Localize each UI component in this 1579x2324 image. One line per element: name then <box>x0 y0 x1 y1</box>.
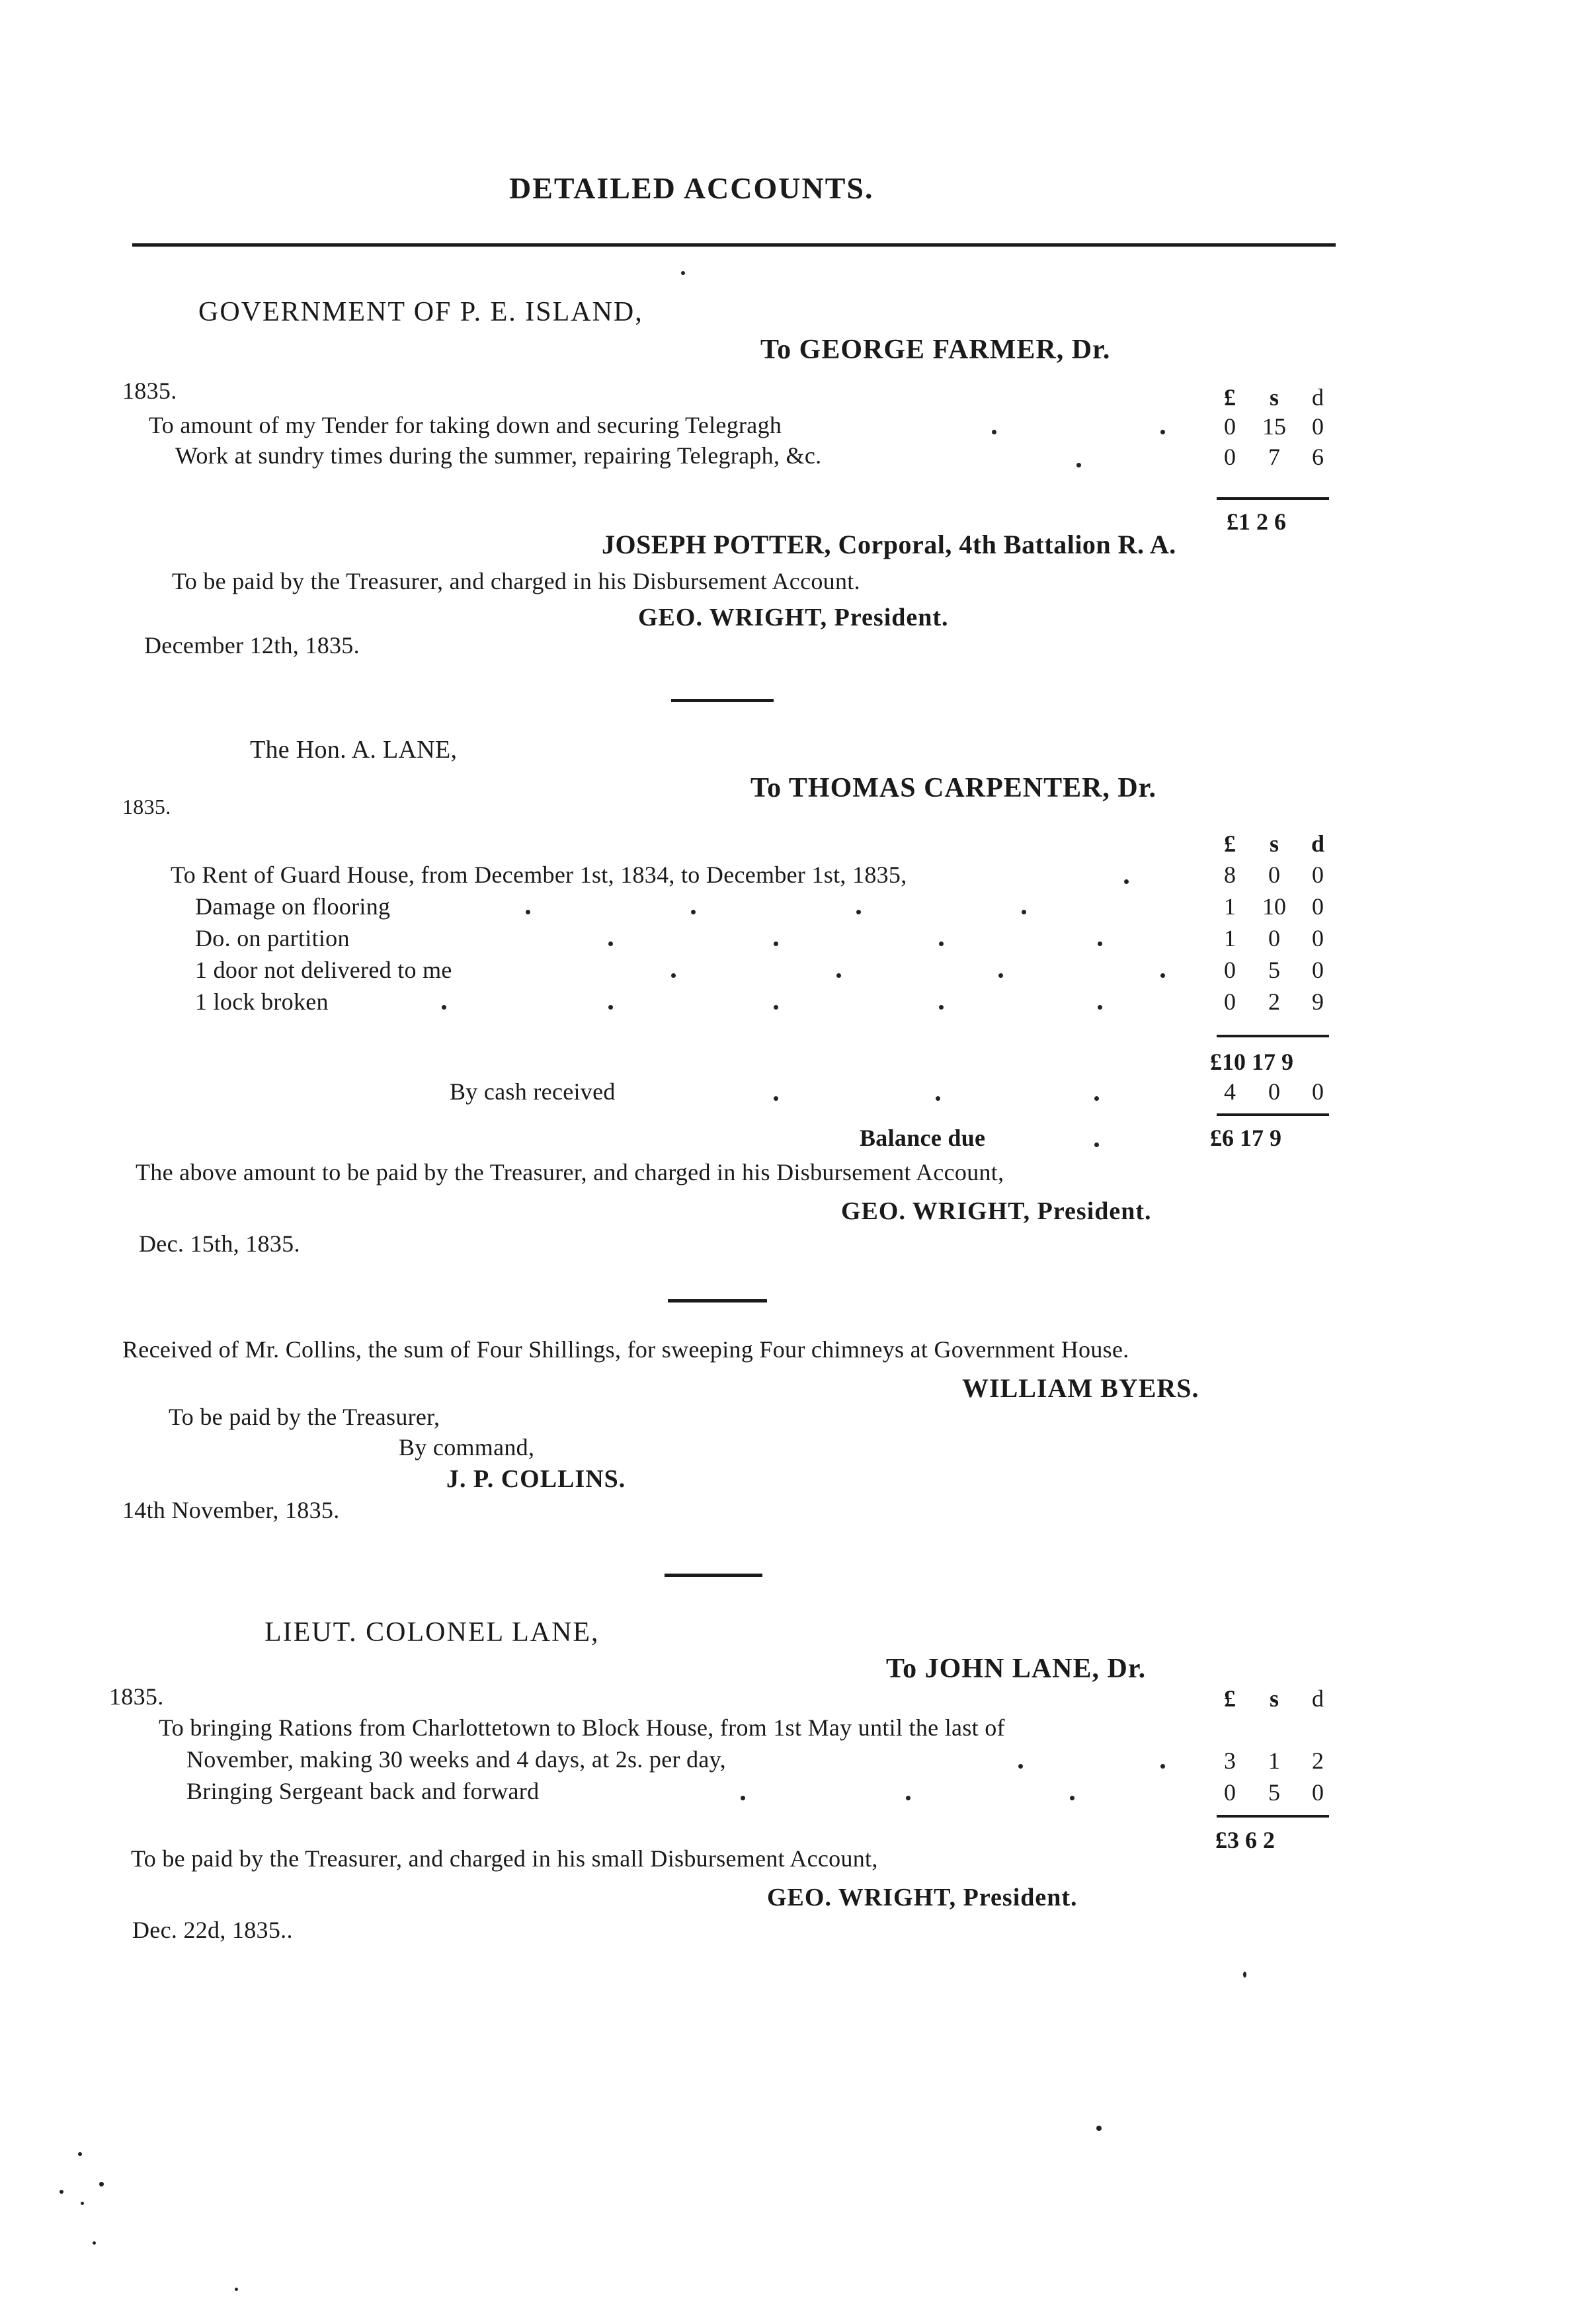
title-rule <box>132 243 1336 247</box>
cash-label: By cash received <box>450 1078 616 1105</box>
item-pence: 9 <box>1312 988 1324 1015</box>
leader-dot <box>1160 1764 1165 1769</box>
leader-dot <box>998 973 1003 978</box>
item-pence: 0 <box>1312 893 1324 920</box>
print-speck <box>1096 2126 1102 2131</box>
pence-header: d <box>1312 1685 1324 1712</box>
item-pounds: 8 <box>1224 861 1236 888</box>
item-shillings: 15 <box>1262 413 1286 440</box>
date: Dec. 22d, 1835.. <box>132 1917 293 1943</box>
cash-shillings: 0 <box>1268 1078 1280 1105</box>
leader-dot <box>836 973 841 978</box>
leader-dot <box>608 1005 613 1010</box>
debtor: The Hon. A. LANE, <box>250 736 458 764</box>
leader-dot <box>1022 910 1026 914</box>
section-rule <box>668 1299 767 1302</box>
date: December 12th, 1835. <box>144 632 360 659</box>
page-title: DETAILED ACCOUNTS. <box>509 171 874 205</box>
sum-rule <box>1217 1035 1329 1037</box>
year: 1835. <box>122 795 171 819</box>
item-shillings: 5 <box>1268 1779 1280 1806</box>
president-signature: GEO. WRIGHT, President. <box>638 604 949 631</box>
leader-dot <box>906 1796 911 1800</box>
item-shillings: 2 <box>1268 988 1280 1015</box>
item-pence: 0 <box>1312 957 1324 983</box>
shilling-header: s <box>1269 1685 1279 1712</box>
print-speck <box>235 2288 238 2291</box>
item-intro: To bringing Rations from Charlottetown to Block House, from 1st May until the last of <box>159 1714 1005 1741</box>
signer: WILLIAM BYERS. <box>962 1373 1199 1403</box>
item-pounds: 0 <box>1224 1779 1236 1806</box>
item-shillings: 10 <box>1262 893 1286 920</box>
sum-rule <box>1217 497 1329 500</box>
leader-dot <box>936 1096 940 1101</box>
leader-dot <box>1094 1096 1099 1101</box>
payment-order: To be paid by the Treasurer, <box>169 1404 440 1430</box>
item-pence: 6 <box>1312 444 1324 470</box>
item-pounds: 0 <box>1224 444 1236 470</box>
item-shillings: 0 <box>1268 925 1280 951</box>
total: £3 6 2 <box>1215 1827 1275 1853</box>
sum-rule <box>1217 1113 1329 1116</box>
item-pence: 0 <box>1312 1779 1324 1806</box>
print-speck <box>1243 1972 1246 1978</box>
print-speck <box>81 2202 84 2205</box>
item-text: 1 lock broken <box>195 988 329 1015</box>
item-shillings: 0 <box>1268 861 1280 888</box>
section-rule <box>665 1574 762 1577</box>
item-text: To Rent of Guard House, from December 1st, 1834, to December 1st, 1835, <box>171 861 907 888</box>
subtotal: £10 17 9 <box>1210 1049 1293 1075</box>
pence-header: d <box>1311 830 1325 857</box>
leader-dot <box>1098 1005 1102 1010</box>
item-pounds: 1 <box>1224 893 1236 920</box>
item-pence: 0 <box>1312 413 1324 440</box>
print-speck <box>681 271 685 275</box>
leader-dot <box>992 430 996 434</box>
item-pence: 2 <box>1312 1747 1324 1774</box>
debtor: GOVERNMENT OF P. E. ISLAND, <box>198 297 643 327</box>
print-speck <box>78 2152 82 2156</box>
leader-dot <box>1018 1764 1023 1769</box>
leader-dot <box>1098 942 1102 946</box>
date: Dec. 15th, 1835. <box>139 1230 300 1257</box>
item-shillings: 5 <box>1268 957 1280 983</box>
total: £1 2 6 <box>1227 508 1286 535</box>
leader-dot <box>526 910 530 914</box>
print-speck <box>60 2190 63 2194</box>
leader-dot <box>442 1005 446 1010</box>
payment-order: The above amount to be paid by the Treasurer, and charged in his Disbursement Account, <box>136 1159 1004 1185</box>
sum-rule <box>1217 1815 1329 1818</box>
leader-dot <box>1094 1142 1099 1147</box>
leader-dot <box>939 1005 944 1010</box>
item-text: To amount of my Tender for taking down and securing Telegragh <box>149 412 782 438</box>
item-pounds: 0 <box>1224 957 1236 983</box>
leader-dot <box>1160 430 1165 434</box>
pound-header: £ <box>1224 384 1236 411</box>
leader-dot <box>608 942 613 946</box>
receipt-text: Received of Mr. Collins, the sum of Four Shillings, for sweeping Four chimneys at Government House. <box>122 1336 1129 1363</box>
cash-pounds: 4 <box>1224 1078 1236 1105</box>
pound-header: £ <box>1224 830 1236 857</box>
item-text: 1 door not delivered to me <box>195 957 452 983</box>
pence-header: d <box>1312 384 1324 411</box>
shilling-header: s <box>1269 830 1279 857</box>
item-pence: 0 <box>1312 925 1324 951</box>
date: 14th November, 1835. <box>122 1497 340 1523</box>
year: 1835. <box>109 1683 164 1710</box>
year: 1835. <box>122 378 177 404</box>
creditor: To GEORGE FARMER, Dr. <box>760 335 1111 365</box>
president-signature: GEO. WRIGHT, President. <box>767 1884 1078 1911</box>
item-text: Work at sundry times during the summer, repairing Telegraph, &c. <box>175 442 822 469</box>
item-pounds: 3 <box>1224 1747 1236 1774</box>
payment-order: To be paid by the Treasurer, and charged in his small Disbursement Account, <box>131 1845 878 1872</box>
leader-dot <box>774 1096 778 1101</box>
item-pounds: 0 <box>1224 988 1236 1015</box>
leader-dot <box>939 942 944 946</box>
leader-dot <box>1070 1796 1074 1800</box>
leader-dot <box>856 910 861 914</box>
signer: JOSEPH POTTER, Corporal, 4th Battalion R. A. <box>602 530 1176 559</box>
creditor: To THOMAS CARPENTER, Dr. <box>750 773 1157 803</box>
leader-dot <box>671 973 676 978</box>
pound-header: £ <box>1224 1685 1236 1712</box>
item-text: Bringing Sergeant back and forward <box>186 1778 540 1804</box>
item-text: Do. on partition <box>195 925 350 951</box>
leader-dot <box>774 1005 778 1010</box>
leader-dot <box>741 1796 745 1800</box>
item-text: Damage on flooring <box>195 893 391 920</box>
debtor: LIEUT. COLONEL LANE, <box>264 1617 600 1648</box>
print-speck <box>93 2241 96 2245</box>
balance: £6 17 9 <box>1210 1125 1281 1151</box>
officer-signature: J. P. COLLINS. <box>446 1465 626 1493</box>
balance-label: Balance due <box>860 1125 986 1151</box>
item-pounds: 0 <box>1224 413 1236 440</box>
leader-dot <box>1124 879 1129 884</box>
print-speck <box>99 2182 104 2186</box>
leader-dot <box>774 942 778 946</box>
leader-dot <box>1076 463 1081 467</box>
section-rule <box>671 699 774 702</box>
cash-pence: 0 <box>1312 1078 1324 1105</box>
leader-dot <box>1160 973 1165 978</box>
item-shillings: 7 <box>1268 444 1280 470</box>
shilling-header: s <box>1269 384 1279 411</box>
leader-dot <box>691 910 696 914</box>
item-shillings: 1 <box>1268 1747 1280 1774</box>
item-text: November, making 30 weeks and 4 days, at 2s. per day, <box>186 1746 726 1773</box>
command: By command, <box>399 1434 535 1461</box>
creditor: To JOHN LANE, Dr. <box>886 1654 1147 1684</box>
item-pounds: 1 <box>1224 925 1236 951</box>
president-signature: GEO. WRIGHT, President. <box>841 1197 1152 1225</box>
item-pence: 0 <box>1312 861 1324 888</box>
payment-order: To be paid by the Treasurer, and charged in his Disbursement Account. <box>172 568 860 594</box>
